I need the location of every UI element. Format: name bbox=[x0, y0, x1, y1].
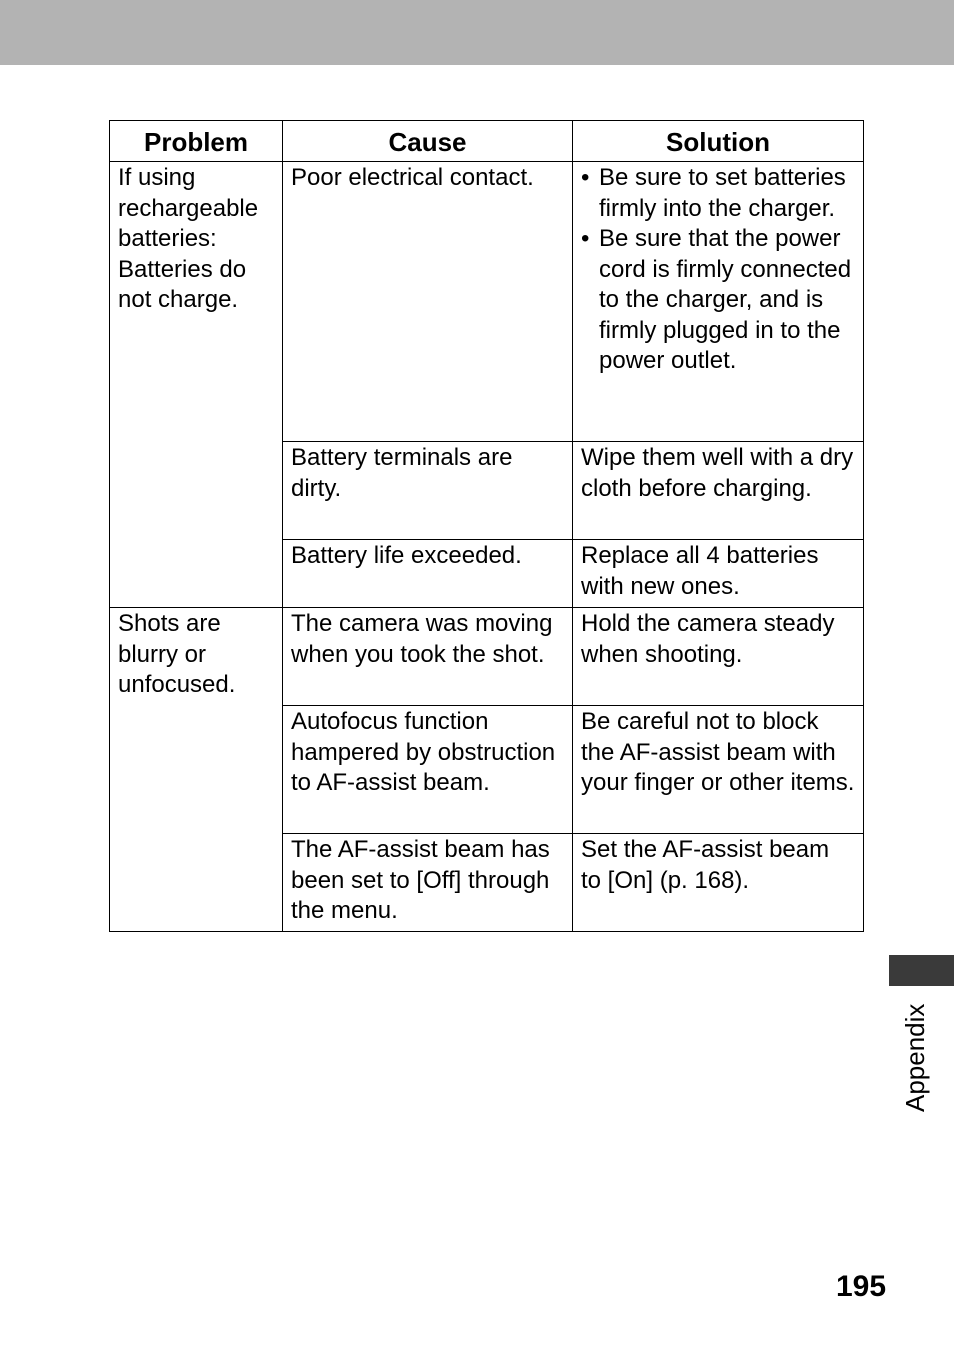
problem-cell: If using rechargeable batteries: Batteries do not charge. bbox=[110, 162, 283, 608]
page-number: 195 bbox=[836, 1270, 887, 1303]
solution-bullet-list bbox=[581, 163, 855, 377]
cause-cell: The AF-assist beam has been set to [Off] through the menu. bbox=[283, 834, 573, 932]
section-tab-marker bbox=[889, 955, 954, 986]
cause-cell: Battery life exceeded. bbox=[283, 540, 573, 608]
solution-bullet: • Be sure that the power cord is firmly connected to the charger, and is firmly plugged in to the power outlet. bbox=[581, 224, 855, 377]
solution-cell: Set the AF-assist beam to [On] (p. 168). bbox=[573, 834, 864, 932]
cause-cell: The camera was moving when you took the shot. bbox=[283, 608, 573, 706]
table-row bbox=[110, 162, 864, 442]
solution-cell: Be careful not to block the AF-assist beam with your finger or other items. bbox=[573, 706, 864, 834]
cause-cell: Autofocus function hampered by obstruction to AF-assist beam. bbox=[283, 706, 573, 834]
solution-cell bbox=[573, 162, 864, 442]
header-solution: Solution bbox=[573, 121, 864, 162]
header-band bbox=[0, 0, 954, 65]
header-problem: Problem bbox=[110, 121, 283, 162]
troubleshooting-table bbox=[109, 120, 864, 932]
solution-cell: Wipe them well with a dry cloth before charging. bbox=[573, 442, 864, 540]
problem-cell: Shots are blurry or unfocused. bbox=[110, 608, 283, 932]
cause-cell: Battery terminals are dirty. bbox=[283, 442, 573, 540]
table-row bbox=[110, 608, 864, 706]
table-header-row bbox=[110, 121, 864, 162]
solution-cell: Replace all 4 batteries with new ones. bbox=[573, 540, 864, 608]
solution-cell: Hold the camera steady when shooting. bbox=[573, 608, 864, 706]
cause-cell: Poor electrical contact. bbox=[283, 162, 573, 442]
solution-bullet: • Be sure to set batteries firmly into the charger. bbox=[581, 163, 855, 224]
header-cause: Cause bbox=[283, 121, 573, 162]
section-label: Appendix bbox=[900, 1003, 930, 1112]
